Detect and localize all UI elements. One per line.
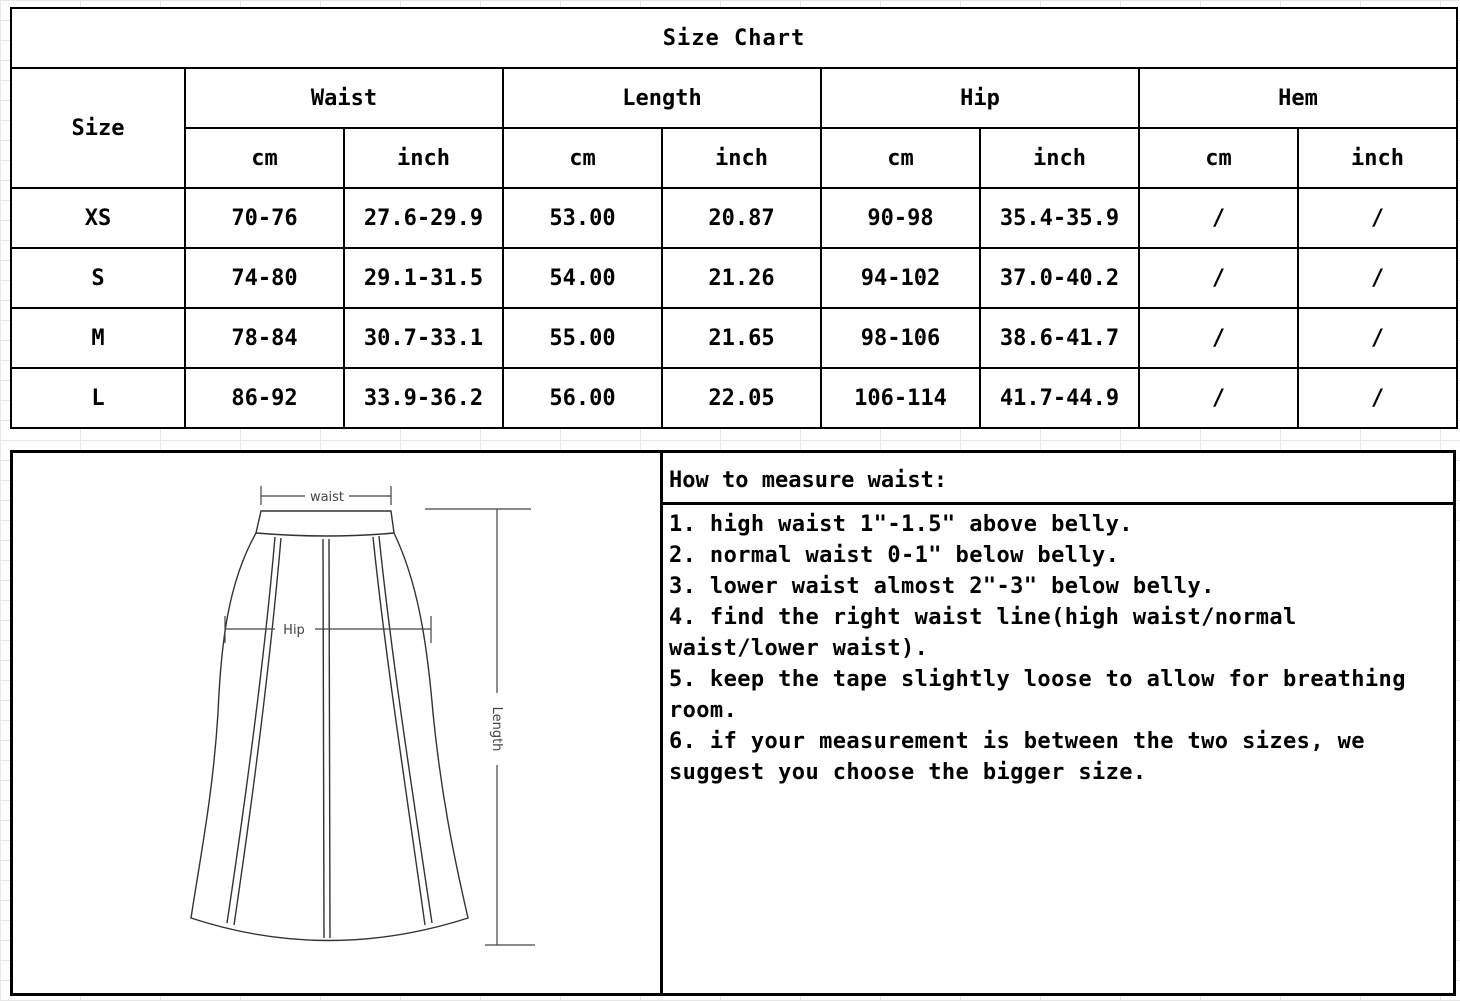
size-cell: L [11, 368, 185, 428]
table-cell: 74-80 [185, 248, 344, 308]
table-cell: 27.6-29.9 [344, 188, 503, 248]
table-cell: 98-106 [821, 308, 980, 368]
table-cell: / [1139, 368, 1298, 428]
unit-header: cm [1139, 128, 1298, 188]
table-cell: 29.1-31.5 [344, 248, 503, 308]
table-cell: 38.6-41.7 [980, 308, 1139, 368]
length-measure [425, 509, 535, 945]
table-cell: / [1298, 188, 1457, 248]
unit-header: inch [662, 128, 821, 188]
table-cell: 70-76 [185, 188, 344, 248]
table-cell: 22.05 [662, 368, 821, 428]
measure-guide-panel [10, 450, 1456, 996]
table-cell: 53.00 [503, 188, 662, 248]
table-cell: 78-84 [185, 308, 344, 368]
hem-group-header: Hem [1139, 68, 1457, 128]
table-cell: 54.00 [503, 248, 662, 308]
skirt-seam [329, 539, 330, 938]
unit-header: inch [1298, 128, 1457, 188]
skirt-seam [323, 539, 324, 938]
table-cell: 30.7-33.1 [344, 308, 503, 368]
waistband-shape [256, 511, 394, 536]
skirt-diagram [13, 453, 660, 993]
skirt-illustration [13, 453, 660, 993]
table-cell: 20.87 [662, 188, 821, 248]
skirt-seam [227, 537, 275, 923]
waist-group-header: Waist [185, 68, 503, 128]
table-cell: 37.0-40.2 [980, 248, 1139, 308]
list-item: 6. if your measurement is between the two sizes, we suggest you choose the bigger size. [669, 729, 1365, 785]
unit-header: inch [980, 128, 1139, 188]
table-cell: 56.00 [503, 368, 662, 428]
table-cell: 33.9-36.2 [344, 368, 503, 428]
unit-header: cm [503, 128, 662, 188]
instructions-heading: How to measure waist: [663, 453, 1453, 505]
table-row [11, 368, 1457, 428]
hip-measure [225, 616, 431, 643]
table-cell: 90-98 [821, 188, 980, 248]
list-item: 2. normal waist 0-1" below belly. [669, 543, 1120, 568]
table-cell: / [1298, 308, 1457, 368]
skirt-seam [379, 536, 432, 923]
measure-instructions [663, 453, 1453, 993]
table-cell: / [1139, 188, 1298, 248]
instructions-list [663, 505, 1453, 788]
list-item: 1. high waist 1"-1.5" above belly. [669, 512, 1133, 537]
table-cell: 21.26 [662, 248, 821, 308]
table-cell: 55.00 [503, 308, 662, 368]
hip-label: Hip [283, 623, 305, 638]
table-cell: / [1139, 248, 1298, 308]
length-label: Length [489, 706, 504, 752]
size-cell: XS [11, 188, 185, 248]
waist-label: waist [309, 490, 345, 505]
table-cell: 106-114 [821, 368, 980, 428]
table-cell: / [1298, 368, 1457, 428]
length-group-header: Length [503, 68, 821, 128]
size-chart-title: Size Chart [11, 8, 1457, 68]
unit-header: inch [344, 128, 503, 188]
table-cell: / [1298, 248, 1457, 308]
table-cell: 35.4-35.9 [980, 188, 1139, 248]
skirt-seam [373, 537, 425, 925]
unit-header: cm [821, 128, 980, 188]
size-cell: S [11, 248, 185, 308]
skirt-seam [234, 538, 281, 925]
list-item: 5. keep the tape slightly loose to allow for breathing room. [669, 667, 1406, 723]
table-cell: 41.7-44.9 [980, 368, 1139, 428]
table-row [11, 188, 1457, 248]
list-item: 4. find the right waist line(high waist/normal waist/lower waist). [669, 605, 1297, 661]
table-cell: / [1139, 308, 1298, 368]
unit-header: cm [185, 128, 344, 188]
hip-group-header: Hip [821, 68, 1139, 128]
table-row [11, 248, 1457, 308]
size-cell: M [11, 308, 185, 368]
table-cell: 21.65 [662, 308, 821, 368]
size-chart-table [10, 7, 1458, 429]
size-column-header: Size [11, 68, 185, 188]
table-cell: 86-92 [185, 368, 344, 428]
table-cell: 94-102 [821, 248, 980, 308]
table-row [11, 308, 1457, 368]
list-item: 3. lower waist almost 2"-3" below belly. [669, 574, 1215, 599]
